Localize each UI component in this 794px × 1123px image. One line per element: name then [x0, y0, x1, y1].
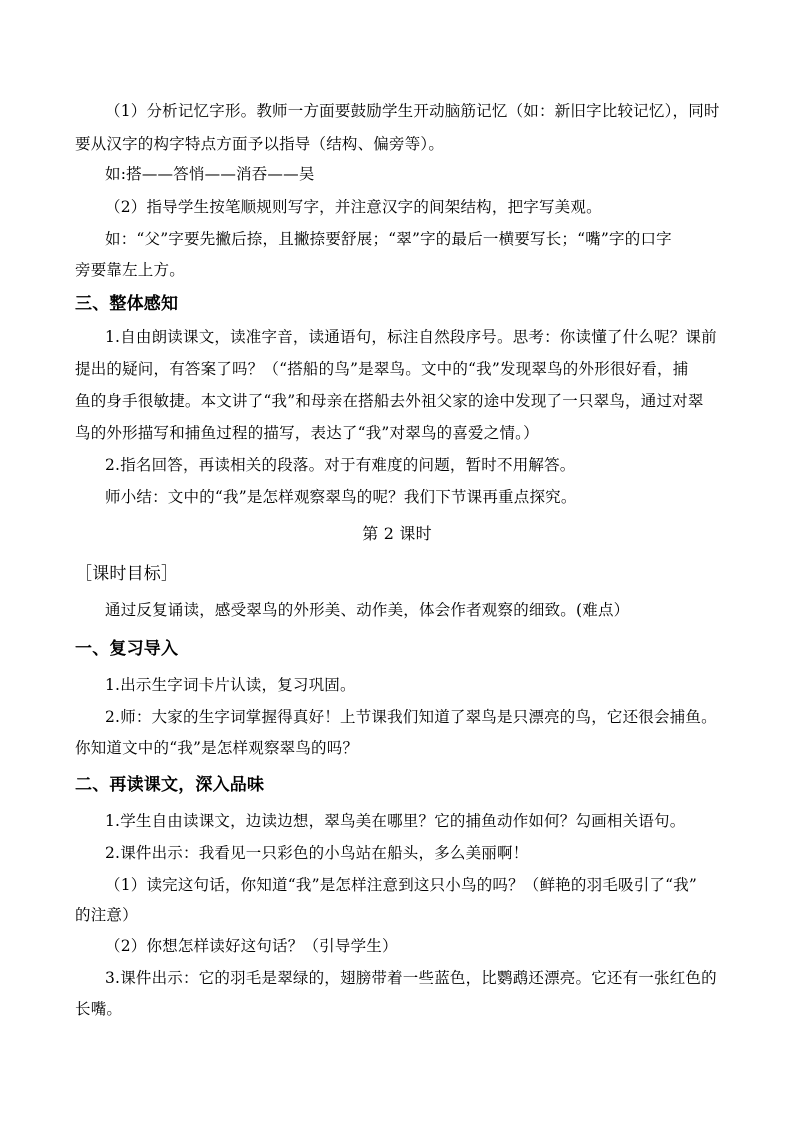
section-heading: 一、复习导入	[75, 639, 179, 659]
lesson-title: 第 2 课时	[362, 524, 432, 543]
paragraph-line: 2.课件出示：我看见一只彩色的小鸟站在船头，多么美丽啊！	[105, 844, 529, 862]
paragraph-line: （1）分析记忆字形。教师一方面要鼓励学生开动脑筋记忆（如：新旧字比较记忆），同时	[105, 102, 720, 120]
lesson-goal-heading: ［课时目标］	[75, 564, 179, 584]
paragraph-line: 的注意）	[75, 906, 138, 924]
paragraph-line: 长嘴。	[75, 1000, 123, 1018]
paragraph-line: 旁要靠左上方。	[75, 261, 185, 279]
paragraph-line: 你知道文中的“我”是怎样观察翠鸟的吗？	[75, 739, 359, 757]
paragraph-line: 3.课件出示：它的羽毛是翠绿的，翅膀带着一些蓝色，比鹦鹉还漂亮。它还有一张红色的	[105, 969, 717, 987]
paragraph-line: 要从汉字的构字特点方面予以指导（结构、偏旁等）。	[75, 135, 445, 153]
paragraph-line: 通过反复诵读，感受翠鸟的外形美、动作美，体会作者观察的细致。(难点）	[105, 601, 630, 619]
paragraph-line: 提出的疑问，有答案了吗？（“搭船的鸟”是翠鸟。文中的“我”发现翠鸟的外形很好看，捕	[75, 360, 689, 378]
paragraph-line: 师小结：文中的“我”是怎样观察翠鸟的呢？我们下节课再重点探究。	[105, 488, 577, 506]
paragraph-line: 2.指名回答，再读相关的段落。对于有难度的问题，暂时不用解答。	[105, 456, 576, 474]
paragraph-line: 1.出示生字词卡片认读，复习巩固。	[105, 676, 356, 694]
paragraph-line: （1）读完这句话，你知道“我”是怎样注意到这只小鸟的吗？（鲜艳的羽毛吸引了“我”	[105, 876, 698, 894]
section-heading: 二、再读课文，深入品味	[75, 775, 265, 795]
paragraph-line: 如：“父”字要先撇后捺，且撇捺要舒展；“翠”字的最后一横要写长；“嘴”字的口字	[105, 230, 672, 248]
paragraph-line: 2.师：大家的生字词掌握得真好！上节课我们知道了翠鸟是只漂亮的鸟，它还很会捕鱼。	[105, 708, 717, 726]
paragraph-line: 如:搭——答悄——消吞——吴	[105, 165, 315, 183]
paragraph-line: 1.自由朗读课文，读准字音，读通语句，标注自然段序号。思考：你读懂了什么呢？课前	[105, 328, 717, 346]
paragraph-line: 鱼的身手很敏捷。本文讲了“我”和母亲在搭船去外祖父家的途中发现了一只翠鸟，通过对翠	[75, 392, 704, 410]
paragraph-line: 鸟的外形描写和捕鱼过程的描写，表达了“我”对翠鸟的喜爱之情。）	[75, 424, 539, 442]
paragraph-line: （2）你想怎样读好这句话？（引导学生）	[105, 937, 398, 955]
paragraph-line: （2）指导学生按笔顺规则写字，并注意汉字的间架结构，把字写美观。	[105, 198, 602, 216]
paragraph-line: 1.学生自由读课文，边读边想，翠鸟美在哪里？它的捕鱼动作如何？勾画相关语句。	[105, 812, 686, 830]
section-heading: 三、整体感知	[75, 294, 179, 314]
